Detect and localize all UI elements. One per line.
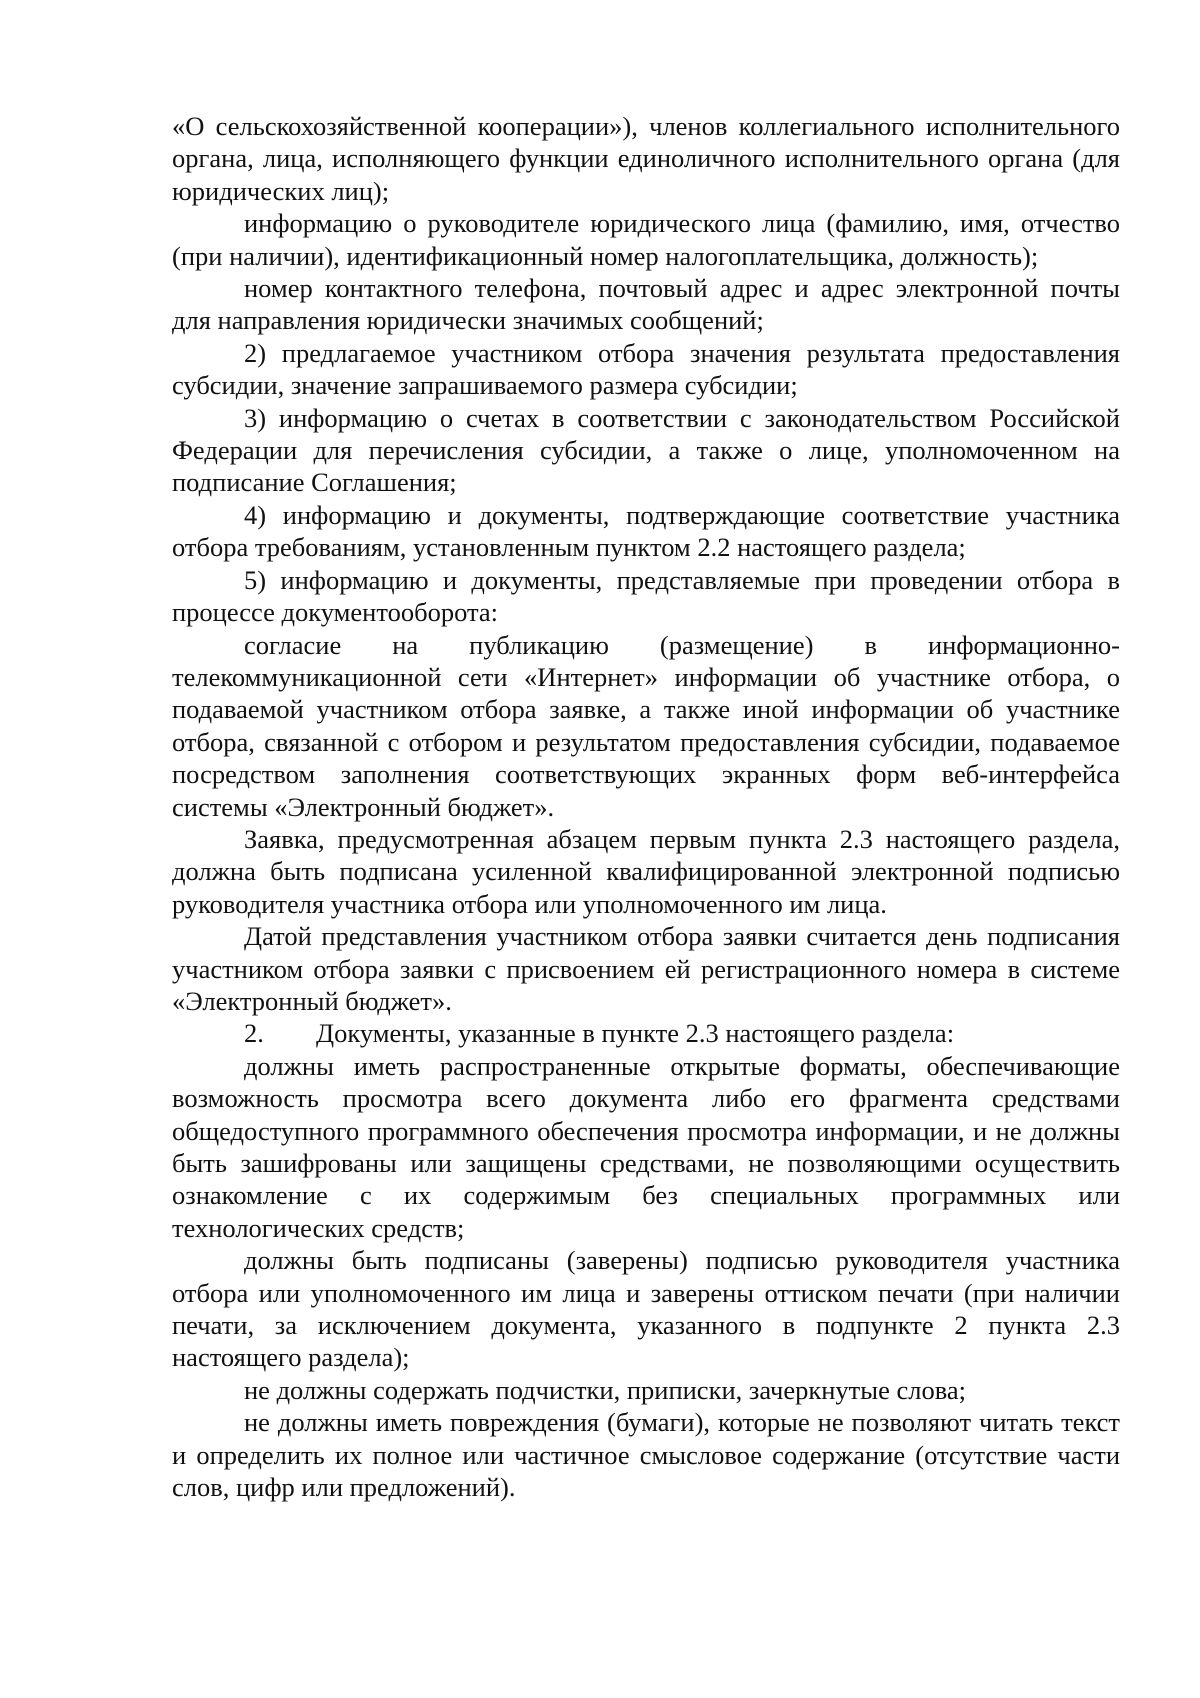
item-text: Документы, указанные в пункте 2.3 настоящего раздела:: [316, 1018, 955, 1049]
paragraph: 3) информацию о счетах в соответствии с законодательством Российской Федерации для перечисления субсидии, а также о лице, уполномоченном на подписание Соглашения;: [172, 402, 1120, 498]
paragraph: Датой представления участником отбора заявки считается день подписания участником отбора заявки с присвоением ей регистрационного номера в системе «Электронный бюджет».: [172, 921, 1120, 1016]
paragraph: «О сельскохозяйственной кооперации»), членов коллегиального исполнительного органа, лица, исполняющего функции единоличного исполнительного органа (для юридических лиц);: [172, 111, 1120, 206]
item-number: 2.: [244, 1018, 264, 1049]
paragraph: 4) информацию и документы, подтверждающие соответствие участника отбора требованиям, установленным пунктом 2.2 настоящего раздела;: [172, 499, 1120, 563]
paragraph: должны быть подписаны (заверены) подписью руководителя участника отбора или уполномоченного им лица и заверены оттиском печати (при наличии печати, за исключением документа, указанного в подпункте 2 пункта 2.3 настоящего раздела);: [172, 1245, 1120, 1373]
paragraph: согласие на публикацию (размещение) в информационно-телекоммуникационной сети «Интернет» информации об участнике отбора, о подаваемой участником отбора заявке, а также иной информации об участнике отбора, связанной с отбором и результатом предоставления субсидии, подаваемое посредством заполнения соответствующих экранных форм веб-интерфейса системы «Электронный бюджет».: [172, 629, 1120, 822]
paragraph: 2) предлагаемое участником отбора значения результата предоставления субсидии, значение запрашиваемого размера субсидии;: [172, 337, 1120, 401]
document-page: [172, 110, 1120, 1503]
numbered-item: [172, 1017, 1120, 1049]
paragraph: номер контактного телефона, почтовый адрес и адрес электронной почты для направления юридически значимых сообщений;: [172, 273, 1120, 336]
paragraph: информацию о руководителе юридического лица (фамилию, имя, отчество (при наличии), идентификационный номер налогоплательщика, должность);: [172, 208, 1120, 271]
paragraph: 5) информацию и документы, представляемые при проведении отбора в процессе документооборота:: [172, 564, 1120, 628]
paragraph: не должны иметь повреждения (бумаги), которые не позволяют читать текст и определить их полное или частичное смысловое содержание (отсутствие части слов, цифр или предложений).: [172, 1407, 1120, 1503]
paragraph: Заявка, предусмотренная абзацем первым пункта 2.3 настоящего раздела, должна быть подписана усиленной квалифицированной электронной подписью руководителя участника отбора или уполномоченного им лица.: [172, 823, 1120, 919]
paragraph: не должны содержать подчистки, приписки, зачеркнутые слова;: [244, 1374, 966, 1405]
paragraph: должны иметь распространенные открытые форматы, обеспечивающие возможность просмотра всего документа либо его фрагмента средствами общедоступного программного обеспечения просмотра информации, и не должны быть зашифрованы или защищены средствами, не позволяющими осуществить ознакомление с их содержимым без специальных программных или технологических средств;: [172, 1050, 1120, 1243]
